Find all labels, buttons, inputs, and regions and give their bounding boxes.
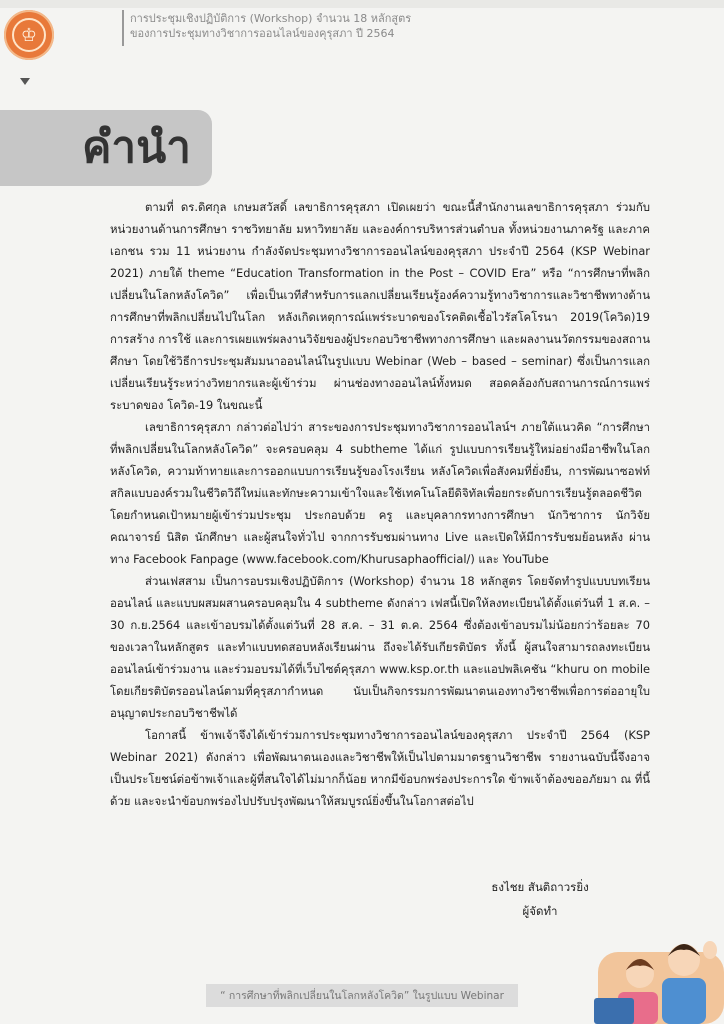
paragraph-3: ส่วนเฟสสาม เป็นการอบรมเชิงปฏิบัติการ (Workshop) จำนวน 18 หลักสูตร โดยจัดทำรูปแบบบทเรียนออนไลน์ และแบบผสมผสานครอบคลุมใน 4 subtheme ดังกล่าว เฟสนี้เปิดให้ลงทะเบียนได้ตั้งแต่วันที่ 1 ส.ค. – 30 ก.ย.2564 และเข้าอบรมได้ตั้งแต่วันที่ 28 ส.ค. – 31 ต.ค. 2564 ซึ่งต้องเข้าอบรมไม่น้อยกว่าร้อยละ 70 ของเวลาในหลักสูตร และทำแบบทดสอบหลังเรียนผ่าน ถึงจะได้รับเกียรติบัตร ทั้งนี้ ผู้สนใจสามารถลงทะเบียนออนไลน์เข้าร่วมงาน และร่วมอบรมได้ที่เว็บไซต์คุรุสภา www.ksp.or.th และแอปพลิเคชัน “khuru on mobile โดยเกียรติบัตรออนไลน์ตามที่คุรุสภากำหนด นับเป็นกิจกรรมการพัฒนาตนเองทางวิชาชีพเพื่อการต่ออายุใบอนุญาตประกอบวิชาชีพได้ [110,574,650,720]
header-line-2: ของการประชุมทางวิชาการออนไลน์ของคุรุสภา ปี 2564 [130,27,395,40]
signature-name: ธงไชย สันติถาวรยิ่ง [491,880,589,894]
footer [0,982,724,1008]
paragraph-2: เลขาธิการคุรุสภา กล่าวต่อไปว่า สาระของการประชุมทางวิชาการออนไลน์ฯ ภายใต้แนวคิด “การศึกษาที่พลิกเปลี่ยนในโลกหลังโควิด” จะครอบคลุม 4 subtheme ได้แก่ รูปแบบการเรียนรู้ใหม่อย่างมีอาชีพในโลกหลังโควิด, ความท้าทายและการออกแบบการเรียนรู้ของโรงเรียน หลังโควิดเพื่อสังคมที่ยั่งยืน, การพัฒนาซอฟท์สกิลแบบองค์รวมในชีวิตวิถีใหม่และทักษะความเข้าใจและใช้เทคโนโลยีดิจิทัลเพื่อยกระดับการเรียนรู้ตลอดชีวิต โดยกำหนดเป้าหมายผู้เข้าร่วมประชุม ประกอบด้วย ครู และบุคลากรทางการศึกษา นักวิชาการ นักวิจัย คณาจารย์ นิสิต นักศึกษา และผู้สนใจทั่วไป จากการรับชมผ่านทาง Live และเปิดให้มีการรับชมย้อนหลัง ผ่านทาง Facebook Fanpage (www.facebook.com/Khurusaphaofficial/) และ YouTube [110,420,650,566]
header-divider [122,10,124,46]
page-title: คำนำ [82,122,191,173]
footer-text: “ การศึกษาที่พลิกเปลี่ยนในโลกหลังโควิด” ในรูปแบบ Webinar [206,984,518,1007]
signature-role: ผู้จัดทำ [522,904,558,918]
paragraph-4: โอกาสนี้ ข้าพเจ้าจึงได้เข้าร่วมการประชุมทางวิชาการออนไลน์ของคุรุสภา ประจำปี 2564 (KSP Webinar 2021) ดังกล่าว เพื่อพัฒนาตนเองและวิชาชีพให้เป็นไปตามมาตรฐานวิชาชีพ รายงานฉบับนี้จึงอาจเป็นประโยชน์ต่อข้าพเจ้าและผู้ที่สนใจได้ไม่มากก็น้อย หากมีข้อบกพร่องประการใด ข้าพเจ้าต้องขออภัยมา ณ ที่นี้ด้วย และจะนำข้อบกพร่องไปปรับปรุงพัฒนาให้สมบูรณ์ยิ่งขึ้นในโอกาสต่อไป [110,728,650,808]
header-text [130,11,690,41]
header-line-1: การประชุมเชิงปฏิบัติการ (Workshop) จำนวน 18 หลักสูตร [130,12,412,25]
paragraph-1: ตามที่ ดร.ดิศกุล เกษมสวัสดิ์ เลขาธิการคุรุสภา เปิดเผยว่า ขณะนี้สำนักงานเลขาธิการคุรุสภา ร่วมกับ หน่วยงานด้านการศึกษา ราชวิทยาลัย มหาวิทยาลัย และองค์การบริหารส่วนตำบล ทั้งหน่วยงานภาครัฐ และภาคเอกชน รวม 11 หน่วยงาน กำลังจัดประชุมทางวิชาการออนไลน์ของคุรุสภา ประจำปี 2564 (KSP Webinar 2021) ภายใต้ theme “Education Transformation in the Post – COVID Era” หรือ “การศึกษาที่พลิกเปลี่ยนในโลกหลังโควิด” เพื่อเป็นเวทีสำหรับการแลกเปลี่ยนเรียนรู้องค์ความรู้ทางวิชาการและวิชาชีพทางด้านการศึกษาที่พลิกเปลี่ยนไปในโลก หลังเกิดเหตุการณ์แพร่ระบาดของโรคติดเชื้อไวรัสโคโรนา 2019(โควิด)19 การสร้าง การใช้ และการเผยแพร่ผลงานวิจัยของผู้ประกอบวิชาชีพทางการศึกษา และผลงานนวัตกรรมของสถานศึกษา โดยใช้วิธีการประชุมสัมมนาออนไลน์ในรูปแบบ Webinar (Web – based – seminar) ซึ่งเป็นการแลกเปลี่ยนเรียนรู้ระหว่างวิทยากรและผู้เข้าร่วม ผ่านช่องทางออนไลน์ทั้งหมด สอดคล้องกับสถานการณ์การแพร่ระบาดของ โควิด-19 ในขณะนี้ [110,200,650,412]
khurusapha-logo [4,10,54,60]
children-illustration [588,922,724,1024]
triangle-down-icon [20,78,30,85]
header-strip [0,0,724,8]
emblem-icon: ♔ [12,18,46,52]
preface-body [110,196,650,812]
signature-block [470,875,610,923]
waving-hand [703,941,717,959]
